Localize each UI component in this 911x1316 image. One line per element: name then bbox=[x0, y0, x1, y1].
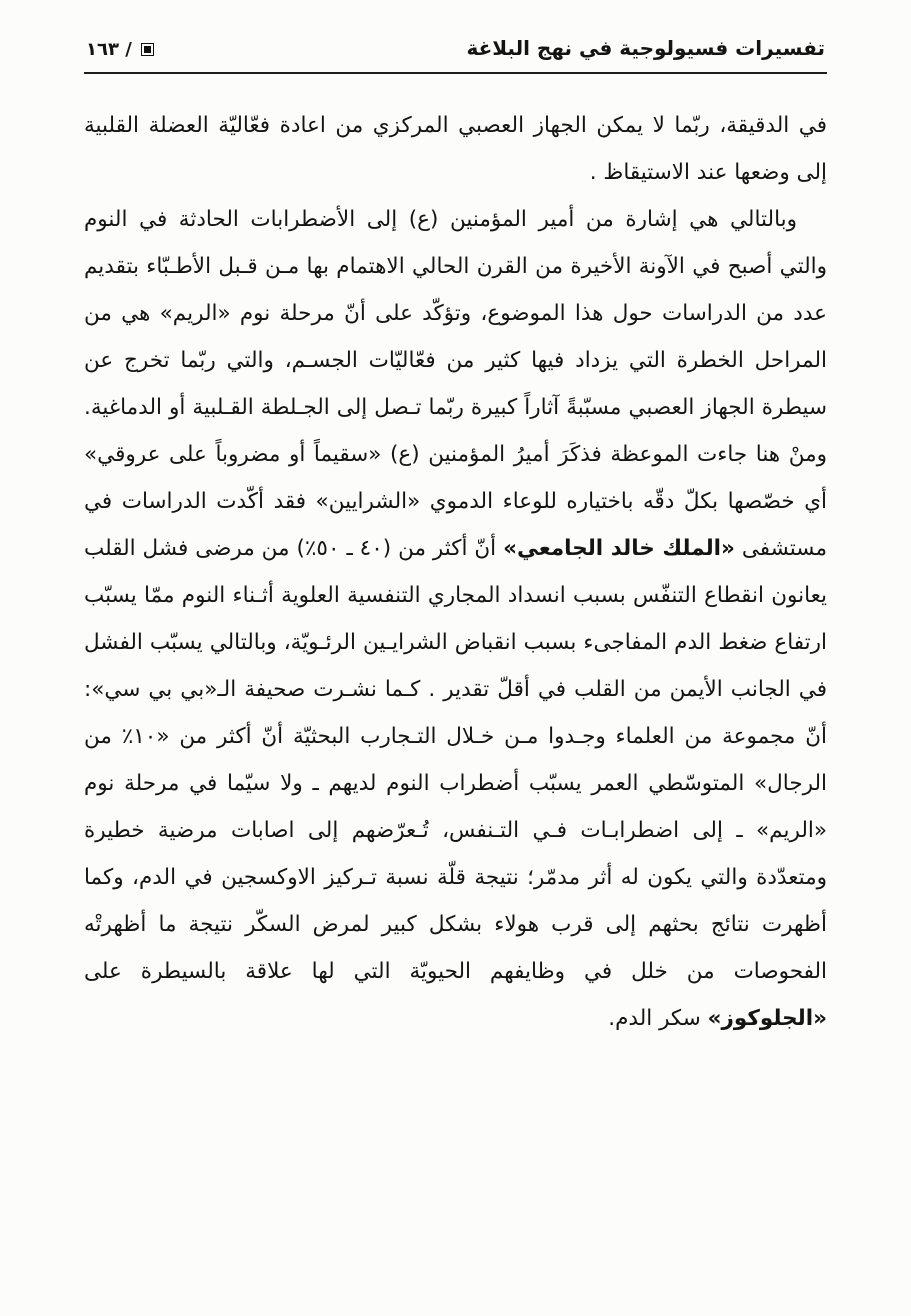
text-run: وبالتالي هي إشارة من أمير المؤمنين (ع) إلى الأضطرابات الحادثة في النوم والتي أصبح في الآونة الأخيرة من القرن الحالي الاهتمام بها مـن قـبل الأطـبّاء بتقديم عدد من الدراسات حول هذا الموضوع، وتؤكّد على أنّ مرحلة نوم «الريم» هي من المراحل الخطرة التي يزداد فيها كثير من فعّاليّات الجسـم، والتي ربّما تخرج عن سيطرة الجهاز العصبي مسبّبةً آثاراً كبيرة ربّما تـصل إلى الجـلطة القـلبية أو الدماغية. ومنْ هنا جاءت الموعظة فذكَرَ أميرُ المؤمنين (ع) «سقيماً أو مضروباً على عروقي» أي خصّصها بكلّ دقّه باختياره للوعاء الدموي «الشرايين» فقد أكّدت الدراسات في مستشفى bbox=[84, 207, 827, 561]
page-number bbox=[86, 39, 154, 60]
running-head-title: تفسيرات فسيولوجية في نهج البلاغة bbox=[466, 36, 825, 60]
text-run: سكر الدم. bbox=[608, 1006, 708, 1031]
paragraph bbox=[84, 102, 827, 196]
header-divider bbox=[84, 72, 827, 74]
page-header bbox=[84, 36, 827, 72]
emphasis-text: «الجلوكوز» bbox=[707, 1006, 827, 1031]
paragraph bbox=[84, 196, 827, 1042]
text-run: في الدقيقة، ربّما لا يمكن الجهاز العصبي المركزي من اعادة فعّاليّة العضلة القلبية إلى وضعها عند الاستيقاظ . bbox=[84, 113, 827, 185]
emphasis-text: «الملك خالد الجامعي» bbox=[503, 536, 735, 561]
text-run: أنّ أكثر من (٤٠ ـ ٥٠٪) من مرضى فشل القلب يعانون انقطاع التنفّس بسبب انسداد المجاري التنفسية العلوية أثـناء النوم ممّا يسبّب ارتفاع ضغط الدم المفاجىء بسبب انقباض الشرايـين الرئـويّة، وبالتالي يسبّب الفشل في الجانب الأيمن من القلب في أقلّ تقدير . كـما نشـرت صحيفة الـ«بي بي سي»: أنّ مجموعة من العلماء وجـدوا مـن خـلال التـجارب البحثيّة أنّ أكثر من «١٠٪ من الرجال» المتوسّطي العمر يسبّب أضطراب النوم لديهم ـ ولا سيّما في مرحلة نوم «الريم» ـ إلى اضطرابـات فـي التـنفس، تُـعرّضهم إلى اصابات مرضية خطيرة ومتعدّدة والتي يكون له أثر مدمّر؛ نتيجة قلّة نسبة تـركيز الاوكسجين في الدم، وكما أظهرت نتائج بحثهم إلى قرب هولاء بشكل كبير لمرض السكّر نتيجة ما أظهرتْه الفحوصات من خلل في وظايفهم الحيويّة التي لها علاقة بالسيطرة على bbox=[84, 536, 828, 984]
page-body bbox=[84, 102, 827, 1042]
page-number-text: ١٦٣ / bbox=[86, 39, 132, 60]
section-square-icon bbox=[141, 43, 154, 56]
